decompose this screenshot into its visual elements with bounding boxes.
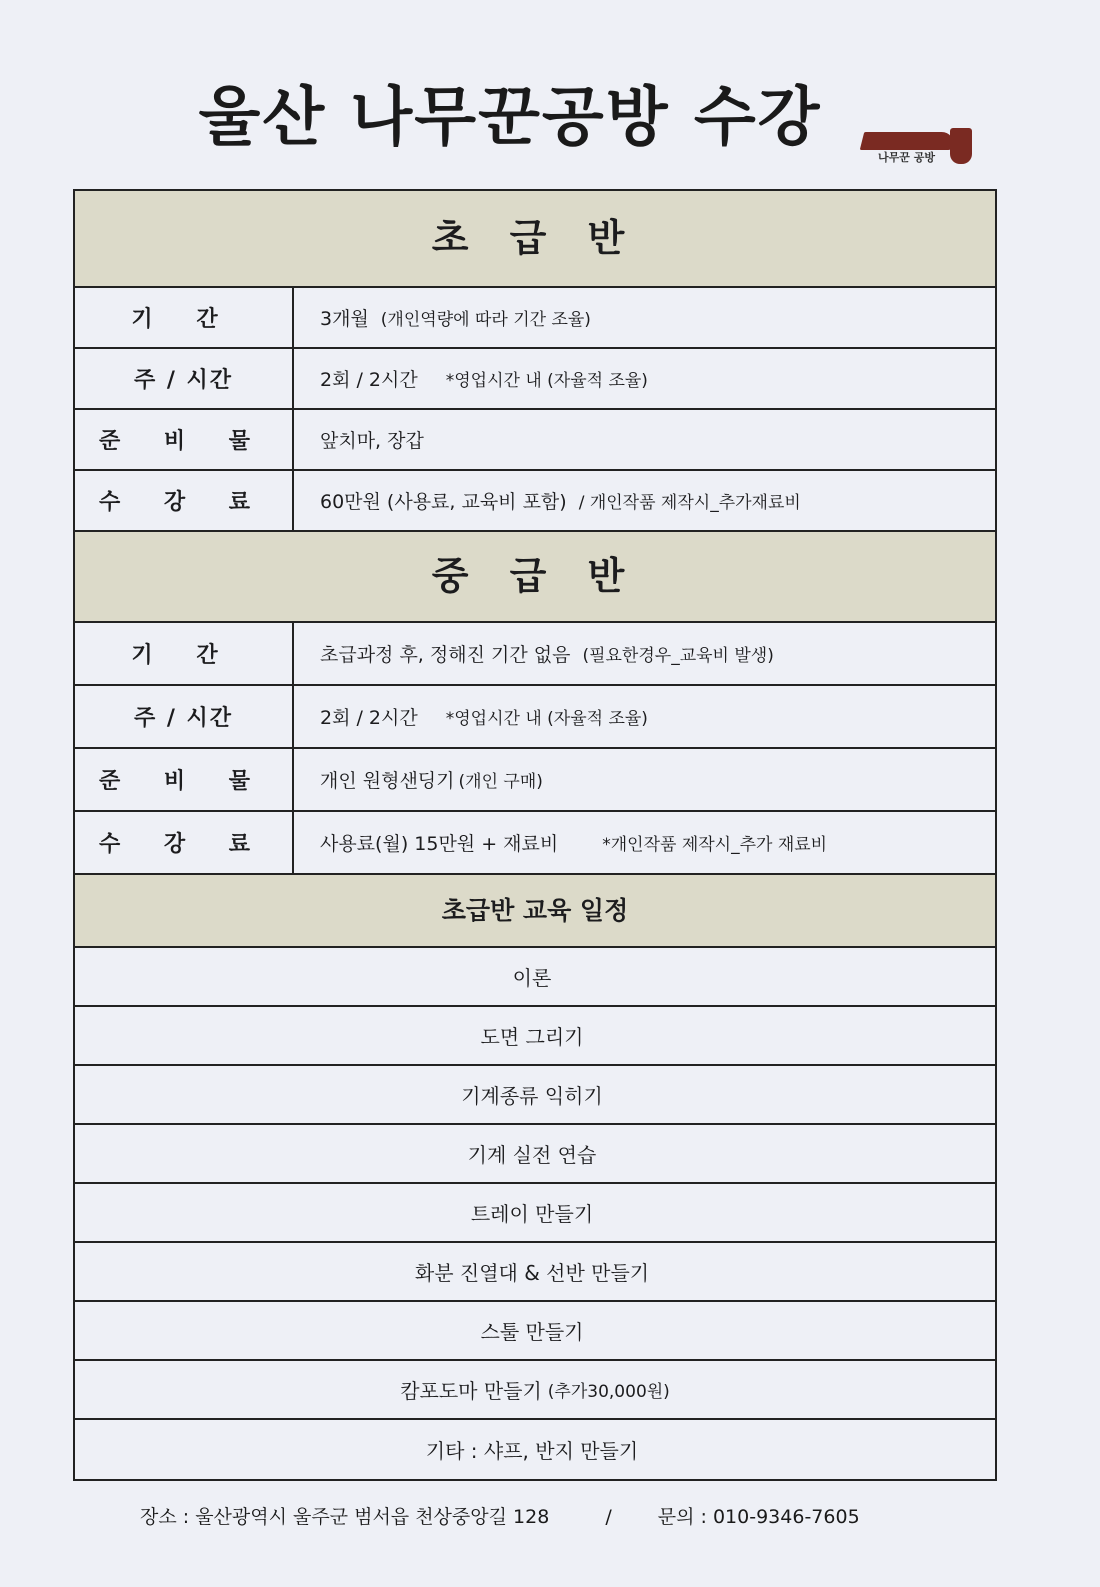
schedule-item-text: 화분 진열대 & 선반 만들기 — [414, 1261, 650, 1285]
row-label: 주 / 시간 — [75, 349, 294, 408]
value-note: / 개인작품 제작시_추가재료비 — [578, 493, 801, 513]
row-value — [294, 288, 995, 347]
value-note: *영업시간 내 (자율적 조율) — [445, 371, 648, 391]
workshop-logo — [862, 126, 982, 170]
schedule-item-text: 기계종류 익히기 — [461, 1084, 603, 1108]
intermediate-row-supplies — [75, 749, 995, 812]
contact-footer — [140, 1502, 870, 1529]
schedule-item — [75, 1302, 995, 1361]
schedule-item-text: 도면 그리기 — [480, 1025, 584, 1049]
schedule-item — [75, 1243, 995, 1302]
value-main: 초급과정 후, 정해진 기간 없음 — [320, 644, 571, 666]
value-main: 개인 원형샌딩기 — [320, 770, 455, 792]
beginner-row-supplies — [75, 410, 995, 471]
row-label: 수 강 료 — [75, 812, 294, 873]
value-main: 3개월 — [320, 308, 369, 330]
schedule-item-extra: (추가30,000원) — [547, 1382, 670, 1402]
schedule-item-text: 트레이 만들기 — [470, 1202, 594, 1226]
value-main: 2회 / 2시간 — [320, 707, 418, 729]
value-note: (개인 구매) — [458, 772, 543, 792]
beginner-row-fee — [75, 471, 995, 532]
row-label: 주 / 시간 — [75, 686, 294, 747]
course-table — [73, 189, 997, 1481]
intermediate-row-schedule — [75, 686, 995, 749]
intermediate-row-period — [75, 623, 995, 686]
beginner-heading: 초 급 반 — [75, 191, 995, 288]
schedule-item — [75, 1007, 995, 1066]
beginner-row-schedule — [75, 349, 995, 410]
footer-place: 장소 : 울산광역시 울주군 범서읍 천상중앙길 128 — [140, 1506, 550, 1528]
row-value — [294, 686, 995, 747]
value-note: *개인작품 제작시_추가 재료비 — [602, 835, 828, 855]
schedule-item-text: 기계 실전 연습 — [467, 1143, 597, 1167]
schedule-item-text: 캄포도마 만들기 — [400, 1379, 542, 1403]
schedule-item-text: 이론 — [512, 966, 552, 990]
row-label: 준 비 물 — [75, 410, 294, 469]
row-value — [294, 410, 995, 469]
row-label: 기 간 — [75, 623, 294, 684]
value-note: *영업시간 내 (자율적 조율) — [445, 709, 648, 729]
row-value — [294, 349, 995, 408]
intermediate-row-fee — [75, 812, 995, 875]
value-main: 60만원 (사용료, 교육비 포함) — [320, 491, 567, 513]
schedule-item — [75, 948, 995, 1007]
logo-text: 나무꾼 공방 — [878, 151, 935, 164]
footer-divider: / — [605, 1506, 612, 1528]
intermediate-heading: 중 급 반 — [75, 532, 995, 623]
schedule-heading: 초급반 교육 일정 — [75, 875, 995, 948]
schedule-item — [75, 1420, 995, 1479]
row-value — [294, 812, 995, 873]
row-label: 수 강 료 — [75, 471, 294, 530]
row-label: 준 비 물 — [75, 749, 294, 810]
row-value — [294, 471, 995, 530]
value-main: 앞치마, 장갑 — [320, 430, 424, 452]
footer-contact[interactable]: 문의 : 010-9346-7605 — [657, 1506, 860, 1528]
value-main: 2회 / 2시간 — [320, 369, 418, 391]
row-value — [294, 749, 995, 810]
schedule-item — [75, 1066, 995, 1125]
row-value — [294, 623, 995, 684]
schedule-item — [75, 1184, 995, 1243]
page-title: 울산 나무꾼공방 수강 — [198, 81, 822, 155]
schedule-item-text: 스툴 만들기 — [480, 1320, 584, 1344]
schedule-item-text: 기타 : 샤프, 반지 만들기 — [425, 1439, 639, 1463]
value-note: (필요한경우_교육비 발생) — [582, 646, 774, 666]
schedule-item — [75, 1361, 995, 1420]
value-main: 사용료(월) 15만원 + 재료비 — [320, 833, 559, 855]
beginner-row-period — [75, 288, 995, 349]
brush-stroke-icon — [860, 132, 956, 150]
axe-icon — [950, 128, 972, 164]
row-label: 기 간 — [75, 288, 294, 347]
schedule-item — [75, 1125, 995, 1184]
value-note: (개인역량에 따라 기간 조율) — [380, 310, 591, 330]
